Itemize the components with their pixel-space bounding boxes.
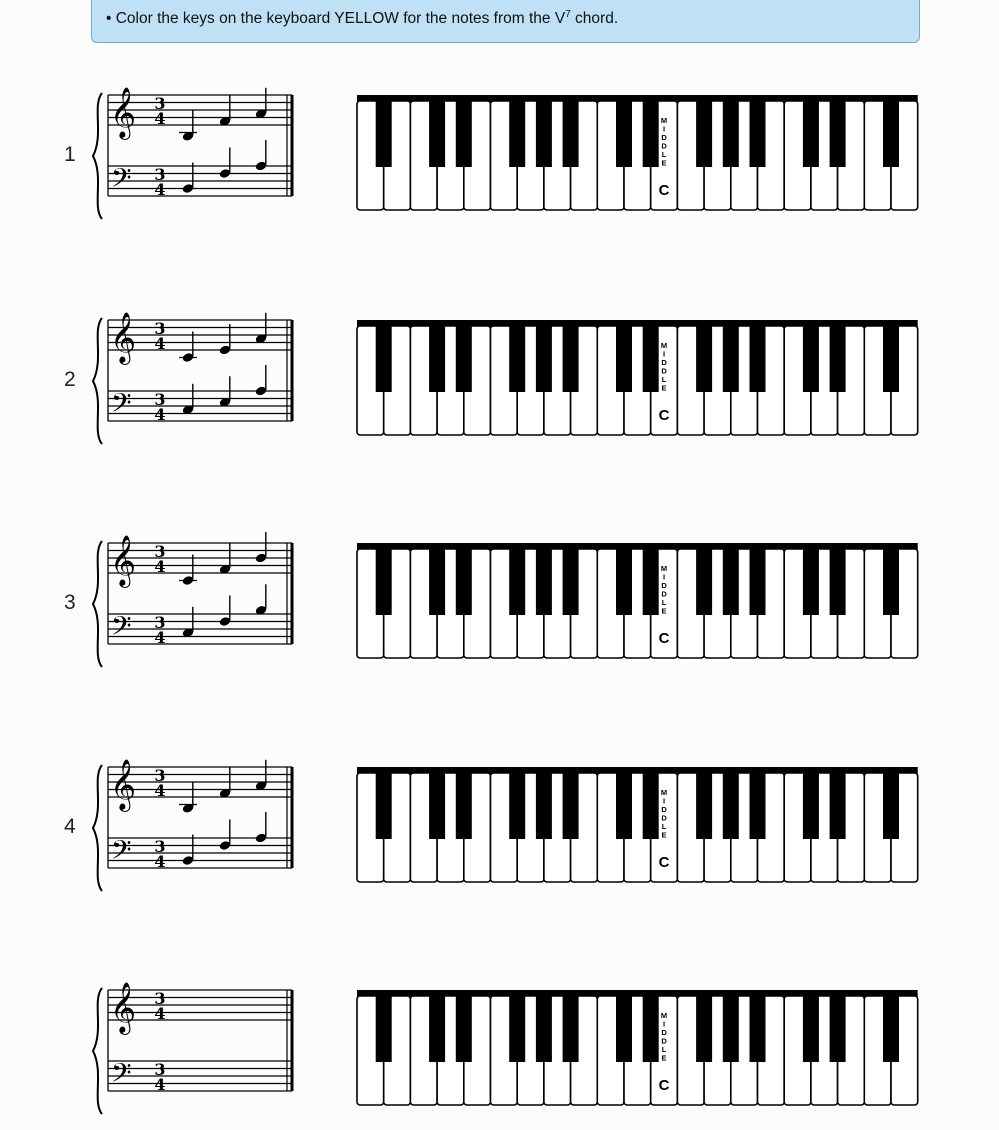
time-signature-top: 3 (154, 766, 166, 785)
time-signature-top: 3 (154, 319, 166, 338)
black-key[interactable] (723, 543, 739, 615)
middle-label-letter: E (661, 830, 667, 840)
black-key[interactable] (509, 543, 525, 615)
black-key[interactable] (830, 767, 846, 839)
middle-label-letter: L (661, 1045, 667, 1054)
middle-label-letter: D (661, 805, 667, 814)
black-key[interactable] (563, 543, 579, 615)
black-key[interactable] (723, 95, 739, 167)
middle-c-label: C (658, 407, 670, 424)
black-key[interactable] (563, 320, 579, 392)
instruction-line (106, 9, 618, 28)
middle-label-letter: I (663, 796, 666, 806)
black-key[interactable] (830, 990, 846, 1062)
piano-keyboard[interactable] (355, 543, 925, 663)
middle-c-label: C (658, 182, 670, 199)
black-key[interactable] (696, 320, 712, 392)
middle-label-letter: L (661, 822, 667, 831)
middle-label-letter: D (661, 813, 667, 823)
grand-staff (90, 757, 300, 897)
black-key[interactable] (429, 543, 445, 615)
instruction-text: • Color the keys on the keyboard YELLOW for the notes from the V (106, 10, 566, 28)
grand-staff (90, 980, 300, 1120)
black-key[interactable] (429, 990, 445, 1062)
middle-label-letter: D (661, 581, 667, 590)
exercise-1 (0, 85, 999, 235)
grand-staff (90, 310, 300, 450)
brace (93, 318, 102, 444)
instruction-superscript: 7 (565, 9, 571, 20)
time-signature-bottom: 4 (154, 405, 166, 424)
black-key[interactable] (883, 320, 899, 392)
time-signature-bottom: 4 (154, 628, 166, 647)
bass-clef-icon: 𝄢 (111, 387, 132, 425)
black-key[interactable] (376, 95, 392, 167)
middle-c-label: C (658, 630, 670, 647)
black-key[interactable] (376, 320, 392, 392)
time-signature-bottom: 4 (154, 109, 166, 128)
middle-label-letter: I (663, 572, 666, 582)
middle-label-letter: L (661, 150, 667, 159)
black-key[interactable] (429, 320, 445, 392)
treble-clef-icon: 𝄞 (110, 87, 137, 138)
middle-label-letter: M (660, 788, 668, 797)
black-key[interactable] (643, 95, 659, 167)
piano-keyboard[interactable] (355, 95, 925, 215)
bass-clef-icon: 𝄢 (111, 834, 132, 872)
middle-label-letter: E (661, 158, 667, 168)
black-key[interactable] (536, 990, 552, 1062)
black-key[interactable] (803, 95, 819, 167)
time-signature-bottom: 4 (154, 180, 166, 199)
bass-clef-icon: 𝄢 (111, 162, 132, 200)
black-key[interactable] (456, 767, 472, 839)
black-key[interactable] (563, 767, 579, 839)
time-signature-top: 3 (154, 94, 166, 113)
black-key[interactable] (536, 320, 552, 392)
time-signature-top: 3 (154, 1060, 166, 1079)
time-signature-bottom: 4 (154, 852, 166, 871)
black-key[interactable] (643, 767, 659, 839)
middle-label-letter: I (663, 1019, 666, 1029)
black-key[interactable] (509, 95, 525, 167)
black-key[interactable] (696, 95, 712, 167)
middle-label-letter: M (660, 341, 668, 350)
brace (93, 988, 102, 1114)
grand-staff (90, 533, 300, 673)
black-key[interactable] (883, 543, 899, 615)
black-key[interactable] (536, 543, 552, 615)
middle-label-letter: D (661, 1036, 667, 1046)
time-signature-bottom: 4 (154, 557, 166, 576)
middle-label-letter: I (663, 349, 666, 359)
time-signature-top: 3 (154, 613, 166, 632)
exercise-number: 2 (64, 368, 76, 391)
grand-staff (90, 85, 300, 225)
black-key[interactable] (750, 990, 766, 1062)
black-key[interactable] (830, 320, 846, 392)
middle-label-letter: D (661, 133, 667, 142)
black-key[interactable] (616, 543, 632, 615)
black-key[interactable] (509, 767, 525, 839)
black-key[interactable] (616, 767, 632, 839)
exercise-number: 3 (64, 591, 76, 614)
instructions-box (91, 0, 920, 43)
black-key[interactable] (750, 543, 766, 615)
black-key[interactable] (643, 990, 659, 1062)
brace (93, 765, 102, 891)
black-key[interactable] (643, 320, 659, 392)
black-key[interactable] (536, 767, 552, 839)
black-key[interactable] (696, 990, 712, 1062)
time-signature-bottom: 4 (154, 334, 166, 353)
black-key[interactable] (803, 767, 819, 839)
brace (93, 93, 102, 219)
time-signature-bottom: 4 (154, 781, 166, 800)
black-key[interactable] (563, 95, 579, 167)
black-key[interactable] (830, 543, 846, 615)
black-key[interactable] (376, 543, 392, 615)
black-key[interactable] (696, 767, 712, 839)
middle-label-letter: M (660, 564, 668, 573)
black-key[interactable] (456, 543, 472, 615)
middle-label-letter: D (661, 589, 667, 599)
time-signature-top: 3 (154, 989, 166, 1008)
black-key[interactable] (830, 95, 846, 167)
exercise-number: 4 (64, 815, 76, 838)
time-signature-top: 3 (154, 390, 166, 409)
treble-clef-icon: 𝄞 (110, 535, 137, 586)
middle-label-letter: D (661, 141, 667, 151)
time-signature-bottom: 4 (154, 1075, 166, 1094)
black-key[interactable] (750, 95, 766, 167)
black-key[interactable] (750, 320, 766, 392)
middle-label-letter: E (661, 606, 667, 616)
black-key[interactable] (883, 95, 899, 167)
black-key[interactable] (723, 767, 739, 839)
exercise-5 (0, 980, 999, 1130)
black-key[interactable] (883, 990, 899, 1062)
bass-clef-icon: 𝄢 (111, 1057, 132, 1095)
black-key[interactable] (429, 95, 445, 167)
black-key[interactable] (803, 990, 819, 1062)
time-signature-top: 3 (154, 837, 166, 856)
piano-keyboard[interactable] (355, 320, 925, 440)
treble-clef-icon: 𝄞 (110, 982, 137, 1033)
exercise-3 (0, 533, 999, 683)
black-key[interactable] (563, 990, 579, 1062)
treble-clef-icon: 𝄞 (110, 312, 137, 363)
brace (93, 541, 102, 667)
black-key[interactable] (616, 990, 632, 1062)
middle-label-letter: E (661, 383, 667, 393)
black-key[interactable] (696, 543, 712, 615)
middle-c-label: C (658, 1077, 670, 1094)
black-key[interactable] (750, 767, 766, 839)
piano-keyboard[interactable] (355, 990, 925, 1110)
black-key[interactable] (616, 320, 632, 392)
middle-label-letter: E (661, 1053, 667, 1063)
middle-label-letter: M (660, 116, 668, 125)
black-key[interactable] (509, 990, 525, 1062)
black-key[interactable] (429, 767, 445, 839)
black-key[interactable] (723, 990, 739, 1062)
middle-c-label: C (658, 854, 670, 871)
black-key[interactable] (803, 320, 819, 392)
exercise-number: 1 (64, 143, 76, 166)
middle-label-letter: L (661, 598, 667, 607)
middle-label-letter: D (661, 1028, 667, 1037)
instruction-text-end: chord. (570, 10, 619, 28)
middle-label-letter: L (661, 375, 667, 384)
bass-clef-icon: 𝄢 (111, 610, 132, 648)
piano-keyboard[interactable] (355, 767, 925, 887)
black-key[interactable] (643, 543, 659, 615)
black-key[interactable] (616, 95, 632, 167)
black-key[interactable] (509, 320, 525, 392)
black-key[interactable] (536, 95, 552, 167)
time-signature-top: 3 (154, 542, 166, 561)
black-key[interactable] (376, 767, 392, 839)
middle-label-letter: I (663, 124, 666, 134)
black-key[interactable] (723, 320, 739, 392)
time-signature-top: 3 (154, 165, 166, 184)
exercise-4 (0, 757, 999, 907)
time-signature-bottom: 4 (154, 1004, 166, 1023)
black-key[interactable] (456, 320, 472, 392)
black-key[interactable] (456, 95, 472, 167)
middle-label-letter: D (661, 366, 667, 376)
black-key[interactable] (376, 990, 392, 1062)
middle-label-letter: D (661, 358, 667, 367)
black-key[interactable] (456, 990, 472, 1062)
exercise-2 (0, 310, 999, 460)
treble-clef-icon: 𝄞 (110, 759, 137, 810)
black-key[interactable] (883, 767, 899, 839)
black-key[interactable] (803, 543, 819, 615)
middle-label-letter: M (660, 1011, 668, 1020)
